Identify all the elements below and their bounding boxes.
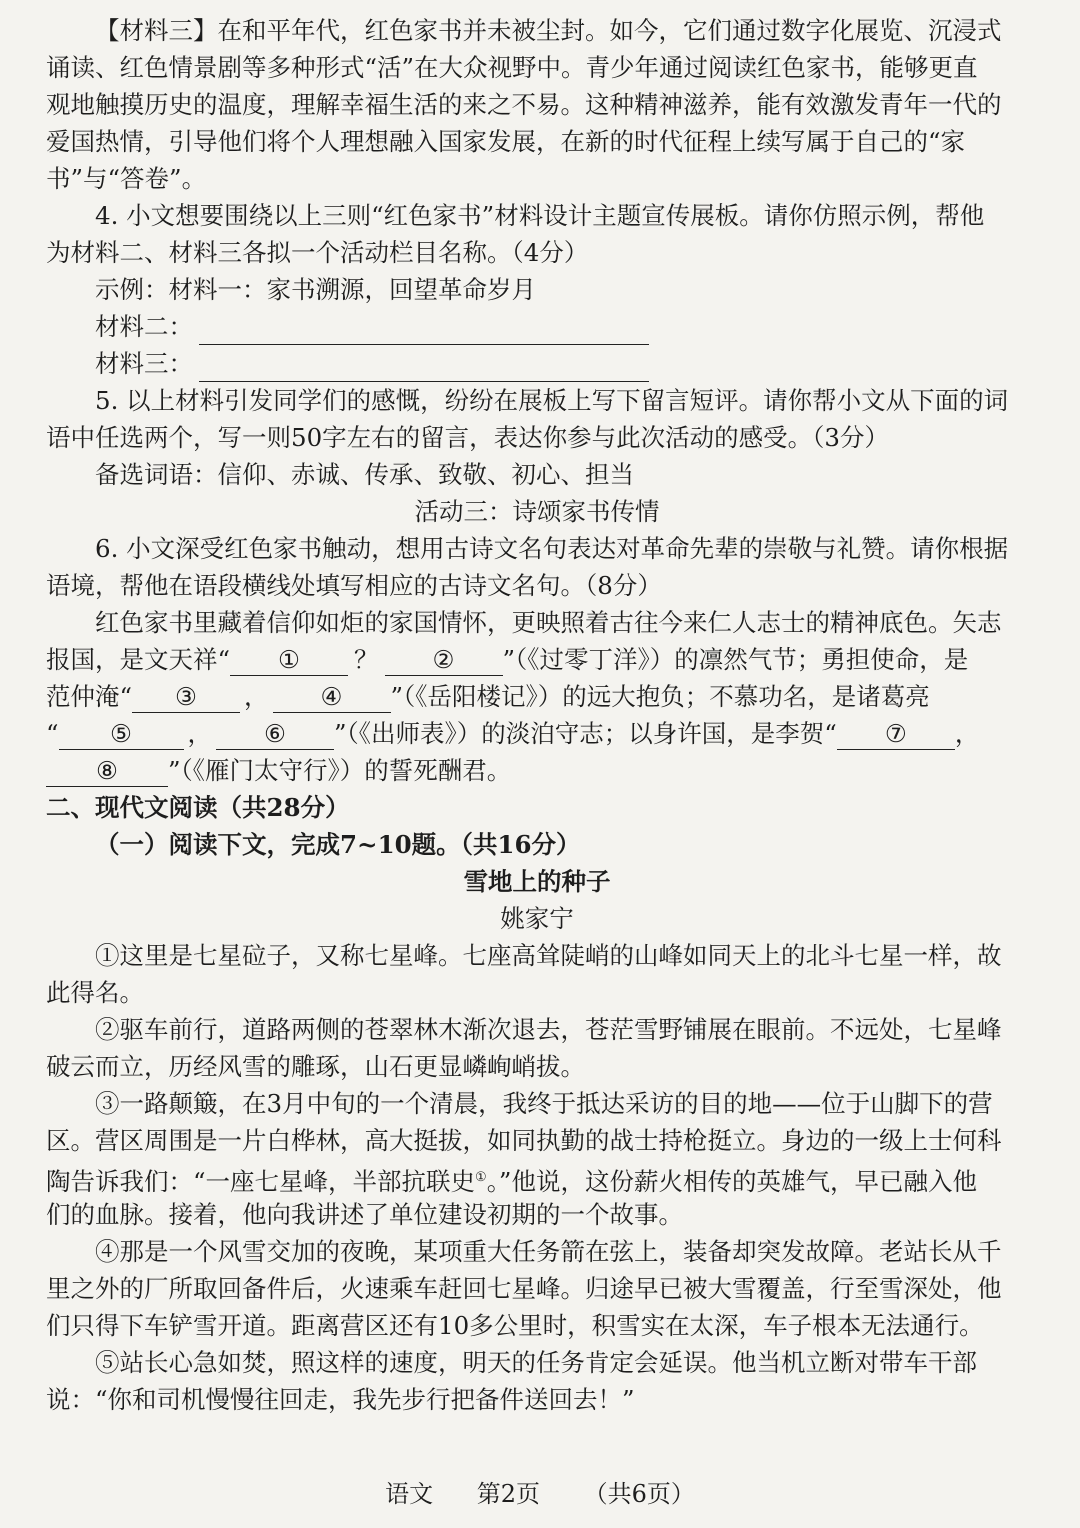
q6-passage-line	[46, 641, 1028, 678]
q6-text: ”（《过零丁洋》）的凛然气节；勇担使命，是	[502, 645, 969, 674]
q5-prompt: 语中任选两个，写一则50字左右的留言，表达你参与此次活动的感受。（3分）	[46, 423, 890, 452]
q6-text: ”（《雁门太守行》）的誓死酬君。	[168, 756, 512, 785]
q6-blank-1[interactable]: ①	[230, 645, 348, 676]
footer-subject: 语文	[385, 1480, 434, 1508]
page-footer	[0, 1477, 1080, 1511]
article-body	[46, 937, 1028, 1418]
q6-passage-line	[46, 752, 1028, 789]
article-text: 。”他说，这份薪火相传的英雄气，早已融入他	[486, 1167, 977, 1197]
q4-answer-row-3	[46, 345, 1028, 382]
q6-passage-line: 红色家书里藏着信仰如炬的家国情怀，更映照着古往今来仁人志士的精神底色。矢志	[95, 608, 1002, 637]
article-paragraph-line: 们的血脉。接着，他向我讲述了单位建设初期的一个故事。	[46, 1200, 683, 1229]
q5-word-list: 备选词语：信仰、赤诚、传承、致敬、初心、担当	[95, 460, 634, 489]
article-paragraph-line: ②驱车前行，道路两侧的苍翠林木渐次退去，苍茫雪野铺展在眼前。不远处，七星峰	[95, 1015, 1002, 1044]
q4-material2-answer-line[interactable]	[199, 318, 649, 345]
q4-material3-answer-line[interactable]	[199, 355, 649, 382]
q4-prompt: 为材料二、材料三各拟一个活动栏目名称。（4分）	[46, 238, 589, 267]
q6-blank-2[interactable]: ②	[385, 645, 503, 676]
article-paragraph-line: 说：“你和司机慢慢往回走，我先步行把备件送回去！”	[46, 1385, 635, 1414]
material3-line: 观地触摸历史的温度，理解幸福生活的来之不易。这种精神滋养，能有效激发青年一代的	[46, 90, 1002, 119]
footer-total-pages: （共6页）	[583, 1480, 695, 1508]
q6-text: ？	[354, 645, 379, 674]
q6-blank-6[interactable]: ⑥	[216, 719, 334, 750]
q6-passage-line	[46, 678, 1028, 715]
material3-line: 诵读、红色情景剧等多种形式“活”在大众视野中。青少年通过阅读红色家书，能够更直	[46, 53, 978, 82]
q6-text: ，	[187, 719, 213, 748]
activity-3-title: 活动三：诗颂家书传情	[414, 497, 660, 526]
material3-block	[46, 12, 1028, 197]
article-paragraph-line: ①这里是七星砬子，又称七星峰。七座高耸陡峭的山峰如同天上的北斗七星一样，故	[95, 941, 1002, 970]
q4-example: 示例：材料一：家书溯源，回望革命岁月	[95, 275, 536, 304]
article-paragraph-line: 破云而立，历经风雪的雕琢，山石更显嶙峋峭拔。	[46, 1052, 585, 1081]
q6-text: “	[46, 719, 59, 748]
q6-text: 范仲淹“	[46, 682, 133, 711]
q6-prompt: 6. 小文深受红色家书触动，想用古诗文名句表达对革命先辈的崇敬与礼赞。请你根据	[95, 534, 1009, 563]
question-4	[46, 197, 1028, 382]
article-paragraph-line: ③一路颠簸，在3月中旬的一个清晨，我终于抵达采访的目的地——位于山脚下的营	[95, 1089, 993, 1118]
q4-material2-label: 材料二：	[95, 312, 193, 341]
q6-blank-3[interactable]: ③	[132, 682, 240, 713]
q6-text: 报国，是文天祥“	[46, 645, 231, 674]
q6-blank-5[interactable]: ⑤	[59, 719, 184, 750]
material3-line: 爱国热情，引导他们将个人理想融入国家发展，在新的时代征程上续写属于自己的“家	[46, 127, 966, 156]
material3-line: 书”与“答卷”。	[46, 164, 207, 193]
q4-answer-row-2	[46, 308, 1028, 345]
q6-text: ”（《出师表》）的淡泊守志；以身许国，是李贺“	[334, 719, 837, 748]
article-paragraph-line	[46, 1159, 1028, 1196]
article-paragraph-line: ④那是一个风雪交加的夜晚，某项重大任务箭在弦上，装备却突发故障。老站长从千	[95, 1237, 1002, 1266]
article-author: 姚家宁	[500, 904, 574, 933]
footnote-marker: ①	[475, 1170, 487, 1185]
q5-prompt: 5. 以上材料引发同学们的感慨，纷纷在展板上写下留言短评。请你帮小文从下面的词	[95, 386, 1009, 415]
article-paragraph-line: 区。营区周围是一片白桦林，高大挺拔，如同执勤的战士持枪挺立。身边的一级上士何科	[46, 1126, 1002, 1155]
q6-blank-4[interactable]: ④	[273, 682, 391, 713]
q4-prompt: 4. 小文想要围绕以上三则“红色家书”材料设计主题宣传展板。请你仿照示例，帮他	[95, 201, 985, 230]
q6-blank-8[interactable]: ⑧	[46, 756, 168, 787]
section-2-heading: 二、现代文阅读（共28分）	[46, 793, 350, 822]
q6-text: ”（《岳阳楼记》）的远大抱负；不慕功名，是诸葛亮	[390, 682, 930, 711]
q6-text: ，	[244, 682, 269, 711]
material3-line: 【材料三】在和平年代，红色家书并未被尘封。如今，它们通过数字化展览、沉浸式	[95, 16, 1002, 45]
article-paragraph-line: 里之外的厂所取回备件后，火速乘车赶回七星峰。归途早已被大雪覆盖，行至雪深处，他	[46, 1274, 1002, 1303]
section-2-subheading: （一）阅读下文，完成7~10题。（共16分）	[95, 830, 581, 859]
article-paragraph-line: ⑤站长心急如焚，照这样的速度，明天的任务肯定会延误。他当机立断对带车干部	[95, 1348, 977, 1377]
article-text: 陶告诉我们：“一座七星峰，半部抗联史	[46, 1167, 476, 1197]
article-title: 雪地上的种子	[463, 867, 611, 896]
q6-passage-line	[46, 715, 1028, 752]
q4-material3-label: 材料三：	[95, 349, 193, 378]
q6-text: ，	[954, 719, 980, 748]
article-paragraph-line: 此得名。	[46, 978, 144, 1007]
question-5	[46, 382, 1028, 493]
article-paragraph-line: 们只得下车铲雪开道。距离营区还有10多公里时，积雪实在太深，车子根本无法通行。	[46, 1311, 984, 1340]
q6-prompt: 语境，帮他在语段横线处填写相应的古诗文名句。（8分）	[46, 571, 662, 600]
question-6	[46, 530, 1028, 789]
q6-blank-7[interactable]: ⑦	[837, 719, 955, 750]
footer-page-number: 第2页	[476, 1480, 540, 1508]
